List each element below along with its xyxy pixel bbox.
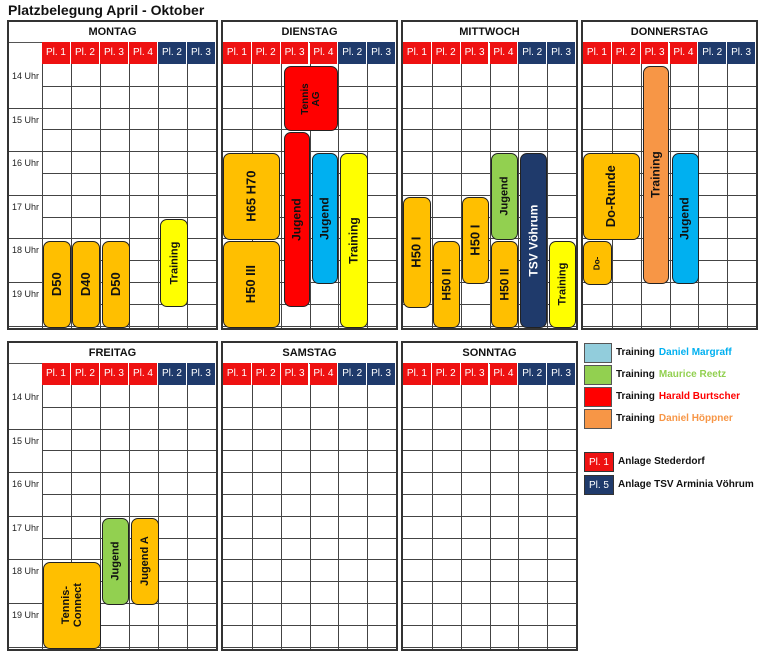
grid-line [9,108,216,109]
grid-line [403,494,576,495]
grid-line [403,86,576,87]
grid-line [518,385,519,649]
grid-line [42,129,216,130]
grid-line [223,625,396,626]
grid-line [9,195,216,196]
day-panel-freitag [7,341,218,651]
court-header: Pl. 2 [432,363,461,385]
booking-block[interactable]: Jugend [672,153,699,284]
court-header: Pl. 1 [403,363,432,385]
site-swatch: Pl. 5 [584,475,614,495]
grid-line [403,195,576,196]
grid-line [42,407,216,408]
court-header: Pl. 3 [281,363,310,385]
grid-line [583,304,756,305]
legend-swatch [584,343,612,363]
court-header: Pl. 2 [252,363,281,385]
grid-line [42,173,216,174]
day-header: MONTAG [9,22,216,43]
court-header: Pl. 2 [71,363,100,385]
booking-block[interactable]: Jugend [284,132,310,307]
grid-line [223,538,396,539]
day-header: DIENSTAG [223,22,396,43]
grid-line [547,64,548,328]
time-label: 14 Uhr [12,71,40,81]
grid-line [9,647,216,648]
court-header: Pl. 1 [583,42,612,64]
court-header: Pl. 2 [698,42,727,64]
court-header: Pl. 1 [223,363,252,385]
booking-block[interactable]: H50 I [462,197,489,284]
day-header: SAMSTAG [223,343,396,364]
day-panel-mittwoch [401,20,578,330]
grid-line [403,581,576,582]
booking-block[interactable]: Do-Runde [583,153,640,240]
day-panel-donnerstag [581,20,758,330]
grid-line [158,64,159,328]
time-label: 17 Uhr [12,522,40,533]
court-header: Pl. 4 [490,42,519,64]
booking-block[interactable]: H50 I [403,197,431,308]
grid-line [403,407,576,408]
grid-line [403,516,576,517]
grid-line [223,647,396,648]
booking-block[interactable]: Training [340,153,368,328]
court-header: Pl. 2 [432,42,461,64]
court-header: Pl. 3 [187,363,216,385]
grid-line [403,151,576,152]
grid-line [223,472,396,473]
court-header: Pl. 2 [338,42,367,64]
grid-line [403,603,576,604]
day-panel-dienstag [221,20,398,330]
grid-line [223,581,396,582]
grid-line [129,385,130,649]
grid-line [432,385,433,649]
court-header: Pl. 3 [367,42,396,64]
grid-line [403,108,576,109]
grid-line [252,385,253,649]
grid-line [223,407,396,408]
legend-name: Daniel Margraff [658,347,732,358]
legend-label: Training [616,369,655,380]
day-panel-sonntag [401,341,578,651]
court-header: Pl. 3 [367,363,396,385]
legend-swatch [584,387,612,407]
booking-block[interactable]: D40 [72,241,100,328]
court-header: Pl. 4 [310,363,339,385]
grid-line [42,494,216,495]
grid-line [583,151,756,152]
booking-block[interactable]: D50 [102,241,130,328]
grid-line [310,385,311,649]
booking-block[interactable]: Jugend A [131,518,159,605]
time-label: 16 Uhr [12,158,40,169]
grid-line [158,385,159,649]
legend-name: Harald Burtscher [658,391,741,402]
day-panel-samstag [221,341,398,651]
booking-block[interactable]: H50 II [433,241,460,328]
legend-swatch [584,409,612,429]
time-label: 17 Uhr [12,201,40,212]
day-panel-montag [7,20,218,330]
court-header: Pl. 3 [187,42,216,64]
page-title: Platzbelegung April - Oktober [8,2,205,18]
court-header: Pl. 3 [100,42,129,64]
legend-name: Maurice Reetz [658,369,727,380]
court-header: Pl. 3 [547,42,576,64]
grid-line [403,429,576,430]
grid-line [403,559,576,560]
grid-line [403,129,576,130]
court-header: Pl. 2 [158,42,187,64]
grid-line [223,450,396,451]
court-header: Pl. 3 [461,42,490,64]
grid-line [583,326,756,327]
grid-line [583,129,756,130]
time-label: 18 Uhr [12,245,40,256]
grid-line [42,538,216,539]
court-header: Pl. 3 [727,42,756,64]
grid-line [403,647,576,648]
court-header: Pl. 3 [100,363,129,385]
grid-line [42,450,216,451]
court-header: Pl. 1 [42,363,71,385]
court-header: Pl. 2 [158,363,187,385]
day-header: FREITAG [9,343,216,364]
grid-line [490,385,491,649]
grid-line [223,494,396,495]
booking-block[interactable]: H65 H70 [223,153,280,240]
grid-line [583,86,756,87]
court-header: Pl. 3 [547,363,576,385]
court-header: Pl. 4 [129,363,158,385]
grid-line [9,151,216,152]
court-header: Pl. 3 [641,42,670,64]
booking-block[interactable]: Training [549,241,576,328]
court-header: Pl. 4 [490,363,519,385]
court-header: Pl. 3 [281,42,310,64]
grid-line [42,217,216,218]
court-header: Pl. 2 [338,363,367,385]
grid-line [9,472,216,473]
booking-block[interactable]: Tennis AG [284,66,338,131]
grid-line [403,472,576,473]
legend-label: Training [616,347,655,358]
booking-block[interactable]: Jugend [312,153,338,284]
court-header: Pl. 4 [129,42,158,64]
site-label: Anlage Stederdorf [618,456,705,467]
legend-name: Daniel Höppner [658,413,733,424]
legend-label: Training [616,391,655,402]
grid-line [461,64,462,328]
court-header: Pl. 2 [518,42,547,64]
legend-label: Training [616,413,655,424]
day-header: MITTWOCH [403,22,576,43]
grid-line [461,385,462,649]
grid-line [367,385,368,649]
booking-block[interactable]: TSV Vöhrum [520,153,547,328]
time-label: 18 Uhr [12,566,40,577]
court-header: Pl. 2 [252,42,281,64]
site-swatch: Pl. 1 [584,452,614,472]
grid-line [727,64,728,328]
booking-block[interactable]: Tennis-Connect [43,562,101,649]
court-header: Pl. 2 [71,42,100,64]
court-header: Pl. 1 [403,42,432,64]
grid-line [403,173,576,174]
grid-line [223,429,396,430]
grid-line [403,625,576,626]
grid-line [338,64,339,328]
legend-swatch [584,365,612,385]
grid-line [9,516,216,517]
time-label: 14 Uhr [12,392,40,402]
grid-line [281,64,282,328]
grid-line [518,64,519,328]
grid-line [403,538,576,539]
booking-block[interactable]: H50 II [491,241,518,328]
grid-line [100,64,101,328]
grid-line [281,385,282,649]
time-label: 15 Uhr [12,435,40,446]
court-header: Pl. 3 [461,363,490,385]
grid-line [187,385,188,649]
grid-line [403,450,576,451]
booking-block[interactable]: Training [160,219,188,307]
time-label: 19 Uhr [12,610,40,620]
grid-line [641,64,642,328]
court-header: Pl. 2 [518,363,547,385]
grid-line [547,385,548,649]
booking-block[interactable]: D50 [43,241,71,328]
site-label: Anlage TSV Arminia Vöhrum [618,479,754,490]
court-header: Pl. 1 [223,42,252,64]
booking-block[interactable]: H50 III [223,241,280,328]
grid-line [42,86,216,87]
court-header: Pl. 2 [612,42,641,64]
court-header: Pl. 4 [670,42,699,64]
grid-line [223,603,396,604]
time-label: 15 Uhr [12,114,40,125]
booking-block[interactable]: Jugend [102,518,129,605]
grid-line [338,385,339,649]
grid-line [670,64,671,328]
booking-block[interactable]: Do- [583,241,612,285]
grid-line [223,516,396,517]
day-header: DONNERSTAG [583,22,756,43]
grid-line [223,559,396,560]
court-header: Pl. 4 [310,42,339,64]
booking-block[interactable]: Jugend [491,153,518,240]
grid-line [9,429,216,430]
court-header: Pl. 1 [42,42,71,64]
booking-block[interactable]: Training [643,66,669,284]
time-label: 16 Uhr [12,479,40,490]
grid-line [403,326,576,327]
time-label: 19 Uhr [12,289,40,299]
grid-line [583,108,756,109]
day-header: SONNTAG [403,343,576,364]
